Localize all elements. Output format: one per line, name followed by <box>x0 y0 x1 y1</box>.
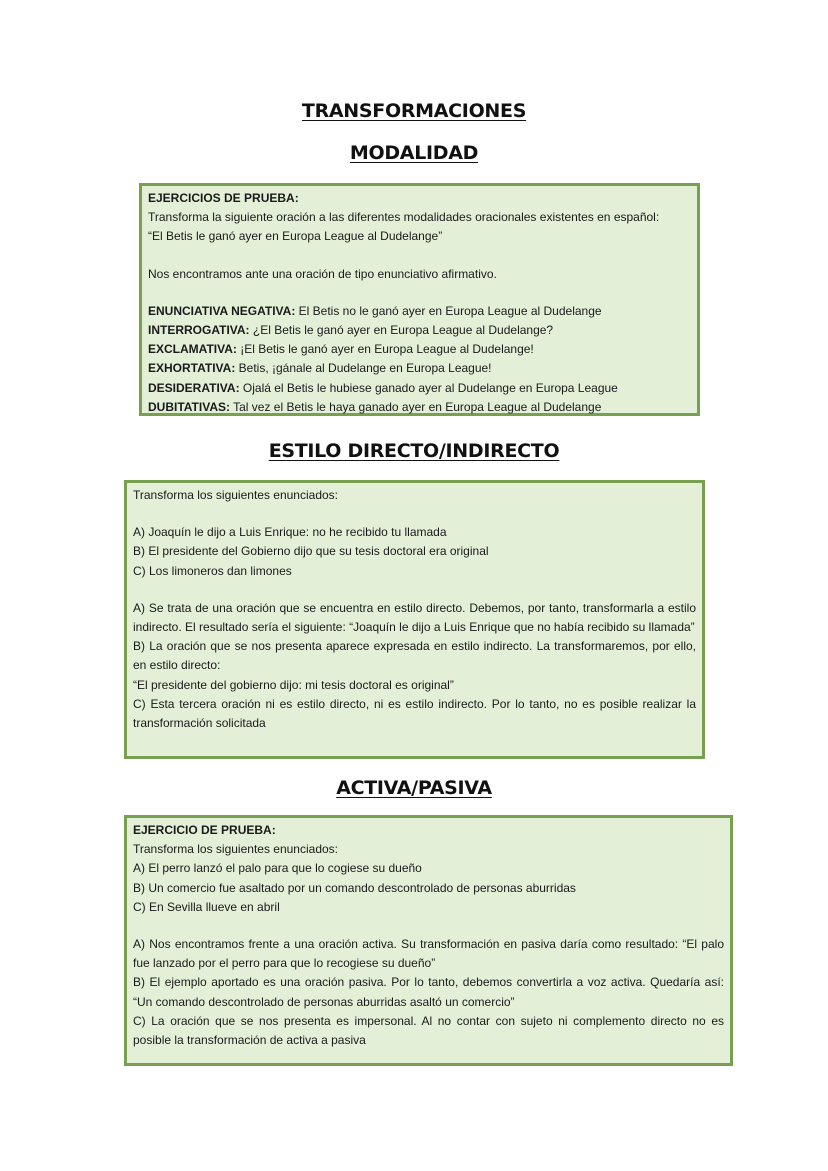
example-sentence: “El Betis le ganó ayer en Europa League al Dudelange” <box>148 229 443 244</box>
modalidad-box <box>139 183 700 416</box>
modality-item <box>148 359 691 378</box>
exercise-label: EJERCICIOS DE PRUEBA: <box>148 191 299 205</box>
modality-text: Tal vez el Betis le haya ganado ayer en Europa League al Dudelange <box>230 399 602 414</box>
section-heading-modalidad: MODALIDAD <box>349 142 479 164</box>
modality-item <box>148 398 691 417</box>
answer-c: C) Esta tercera oración ni es estilo directo, ni es estilo indirecto. Por lo tanto, no es posible realizar la transformación solicitada <box>133 696 696 731</box>
modality-text: Betis, ¡gánale al Dudelange en Europa League! <box>235 361 492 376</box>
exercise-label: EJERCICIO DE PRUEBA: <box>133 823 276 837</box>
modality-label: DESIDERATIVA: <box>148 380 240 395</box>
answer-b-quote: “El presidente del gobierno dijo: mi tesis doctoral es original” <box>133 677 454 692</box>
modality-text: ¿El Betis le ganó ayer en Europa League al Dudelange? <box>249 323 554 338</box>
activa-box <box>124 815 733 1066</box>
answer-c: C) La oración que se nos presenta es impersonal. Al no contar con sujeto ni complemento directo no es posible la transformación de activa a pasiva <box>133 1013 724 1048</box>
modality-item <box>148 379 691 398</box>
answer-a: A) Se trata de una oración que se encuentra en estilo directo. Debemos, por tanto, transformarla a estilo indirecto. El resultado sería el siguiente: “Joaquín le dijo a Luis Enrique que no había recibido su llamada” <box>133 600 696 635</box>
page-title: TRANSFORMACIONES <box>301 100 527 122</box>
modality-text: ¡El Betis le ganó ayer en Europa League al Dudelange! <box>236 342 534 357</box>
modality-label: DUBITATIVAS: <box>148 399 230 414</box>
modality-label: INTERROGATIVA: <box>148 323 250 338</box>
instruction: Transforma los siguientes enunciados: <box>133 488 338 502</box>
prompt-item: C) Los limoneros dan limones <box>133 563 292 578</box>
modality-label: ENUNCIATIVA NEGATIVA: <box>148 303 296 318</box>
section-heading-activa: ACTIVA/PASIVA <box>336 777 492 799</box>
modality-item <box>148 321 691 340</box>
prompt-item: A) El perro lanzó el palo para que lo cogiese su dueño <box>133 861 422 876</box>
instruction: Transforma los siguientes enunciados: <box>133 842 338 857</box>
modality-item <box>148 340 691 359</box>
section-heading-estilo: ESTILO DIRECTO/INDIRECTO <box>268 440 560 462</box>
modality-label: EXHORTATIVA: <box>148 361 236 376</box>
answer-a: A) Nos encontramos frente a una oración activa. Su transformación en pasiva daría como resultado: “El palo fue lanzado por el perro para que lo recogiese su dueño” <box>133 937 724 971</box>
modality-text: El Betis no le ganó ayer en Europa League al Dudelange <box>295 303 602 318</box>
estilo-box <box>124 480 705 759</box>
answer-b: B) El ejemplo aportado es una oración pasiva. Por lo tanto, debemos convertirla a voz activa. Quedaría así: “Un comando descontrolado de personas aburridas asaltó un comercio” <box>133 975 724 1009</box>
modality-text: Ojalá el Betis le hubiese ganado ayer al Dudelange en Europa League <box>239 380 618 395</box>
observation: Nos encontramos ante una oración de tipo enunciativo afirmativo. <box>148 266 497 281</box>
answer-b: B) La oración que se nos presenta aparece expresada en estilo indirecto. La transformaremos, por ello, en estilo directo: <box>133 639 696 673</box>
prompt-item: B) Un comercio fue asaltado por un comando descontrolado de personas aburridas <box>133 880 576 895</box>
modality-item <box>148 302 691 321</box>
prompt-item: B) El presidente del Gobierno dijo que su tesis doctoral era original <box>133 544 489 559</box>
modality-label: EXCLAMATIVA: <box>148 342 237 357</box>
prompt-item: C) En Sevilla llueve en abril <box>133 899 280 914</box>
prompt-item: A) Joaquín le dijo a Luis Enrique: no he recibido tu llamada <box>133 525 447 540</box>
instruction: Transforma la siguiente oración a las diferentes modalidades oracionales existentes en español: <box>148 210 660 225</box>
